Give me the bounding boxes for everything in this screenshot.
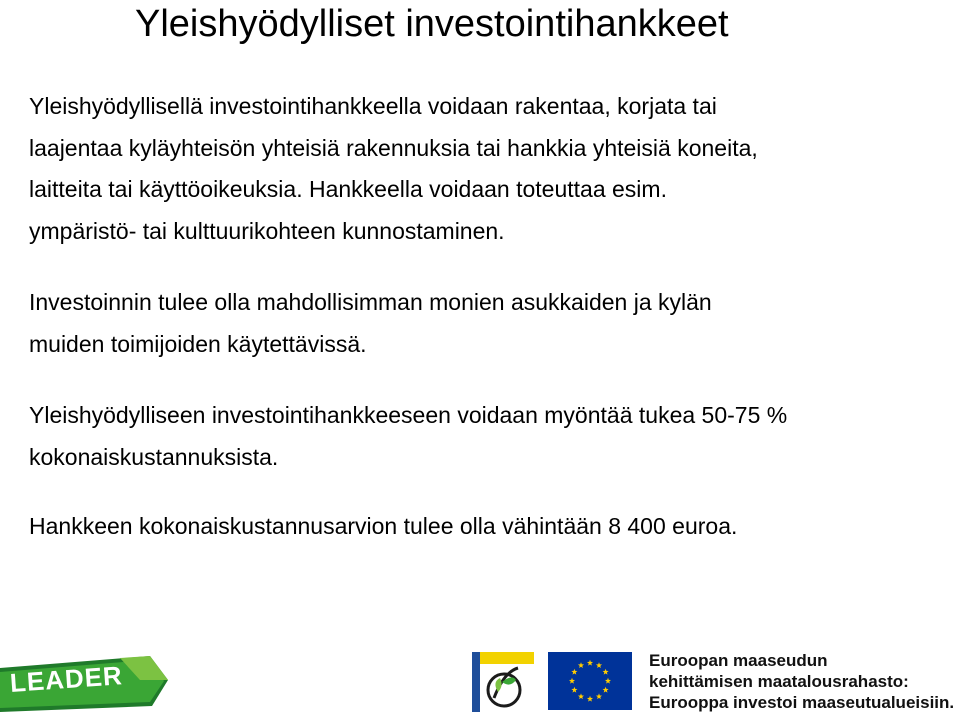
paragraph-line: Yleishyödylliseen investointihankkeeseen voidaan myöntää tukea 50-75 % xyxy=(29,402,788,428)
fund-line: kehittämisen maatalousrahasto: xyxy=(649,672,909,691)
paragraph-line: ympäristö- tai kulttuurikohteen kunnostaminen. xyxy=(29,217,505,244)
paragraph-2 xyxy=(29,282,944,365)
paragraph-1 xyxy=(29,86,944,252)
paragraph-spacer xyxy=(29,365,944,395)
paragraph-4 xyxy=(29,506,944,548)
leaf-emblem-icon xyxy=(472,652,534,712)
paragraph-line: Investoinnin tulee olla mahdollisimman monien asukkaiden ja kylän xyxy=(29,289,712,315)
leader-logo-text: LEADER xyxy=(8,660,124,698)
paragraph-line: kokonaiskustannuksista. xyxy=(29,443,279,470)
paragraph-line: laajentaa kyläyhteisön yhteisiä rakennuksia tai hankkia yhteisiä koneita, xyxy=(29,134,758,161)
paragraph-spacer xyxy=(29,478,944,506)
paragraph-line: muiden toimijoiden käytettävissä. xyxy=(29,330,367,357)
fund-line: Euroopan maaseudun xyxy=(649,651,828,670)
eafrd-fund-text xyxy=(649,650,959,713)
slide-title: Yleishyödylliset investointihankkeet xyxy=(135,3,729,45)
paragraph-spacer xyxy=(29,252,944,282)
paragraph-line: laitteita tai käyttöoikeuksia. Hankkeella voidaan toteuttaa esim. xyxy=(29,176,667,202)
paragraph-3 xyxy=(29,395,944,478)
fund-line: Eurooppa investoi maaseutualueisiin. xyxy=(649,693,955,712)
paragraph-line: Hankkeen kokonaiskustannusarvion tulee olla vähintään 8 400 euroa. xyxy=(29,513,738,539)
eu-flag-icon xyxy=(548,652,632,710)
slide-body xyxy=(29,86,944,548)
paragraph-line: Yleishyödyllisellä investointihankkeella voidaan rakentaa, korjata tai xyxy=(29,93,717,119)
